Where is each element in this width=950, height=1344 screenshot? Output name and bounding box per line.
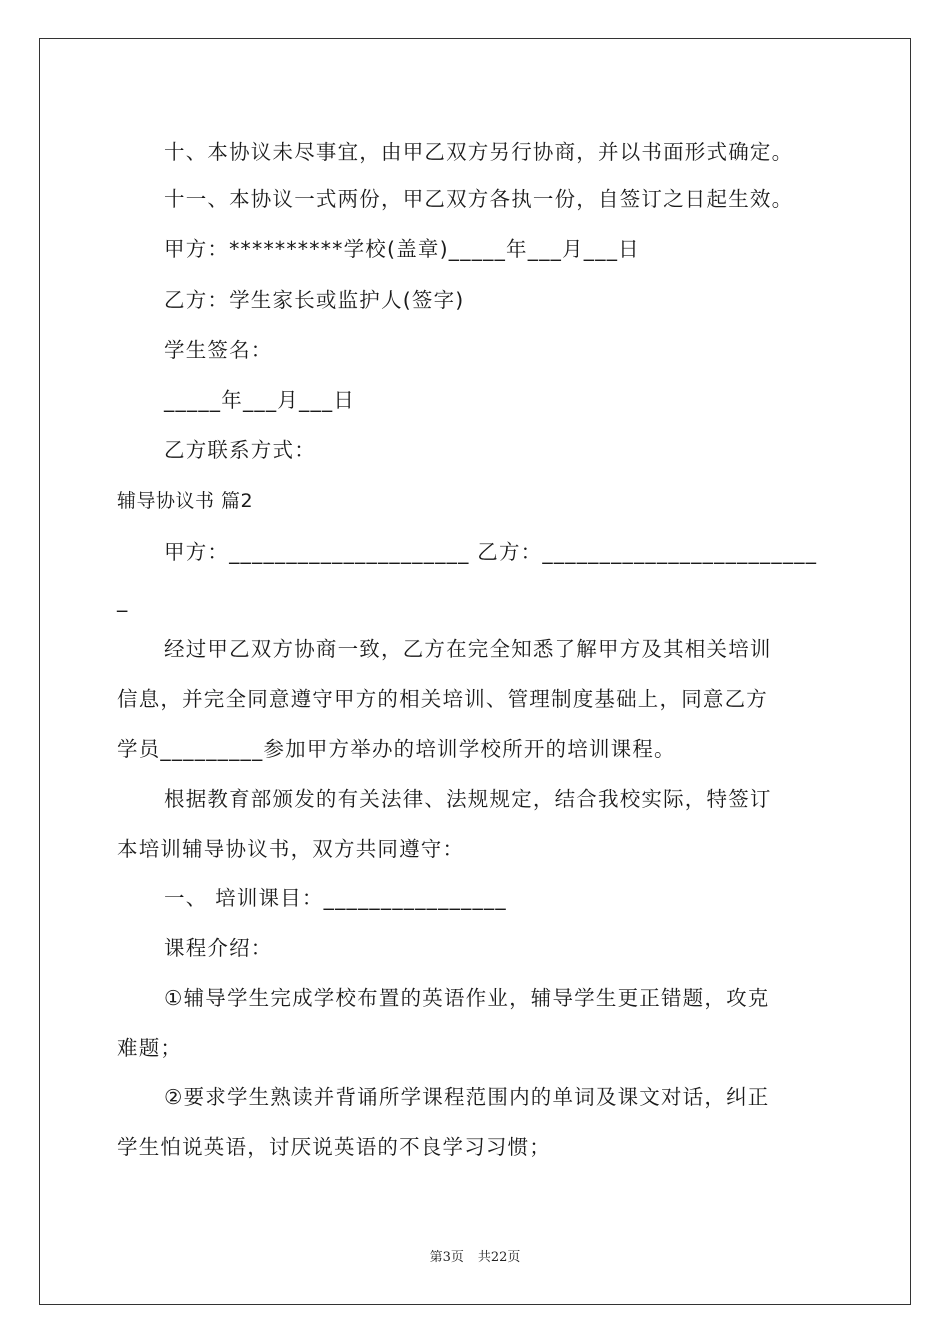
course-intro-label: 课程介绍： bbox=[164, 936, 273, 960]
course-item-2-cont: 学生怕说英语，讨厌说英语的不良学习习惯； bbox=[117, 1135, 551, 1159]
page-footer bbox=[0, 1246, 950, 1265]
party-a-signature-line: 甲方：**********学校(盖章)_____年___月___日 bbox=[164, 237, 640, 261]
party-b-contact-line: 乙方联系方式： bbox=[164, 438, 316, 462]
page-current: 第3页 bbox=[429, 1250, 464, 1265]
paragraph-line: 信息，并完全同意遵守甲方的相关培训、管理制度基础上，同意乙方 bbox=[117, 687, 768, 711]
page-total: 共22页 bbox=[477, 1250, 521, 1265]
clause-ten: 十、本协议未尽事宜，由甲乙双方另行协商，并以书面形式确定。 bbox=[164, 140, 794, 164]
date-line: _____年___月___日 bbox=[164, 388, 356, 412]
paragraph-line: 经过甲乙双方协商一致，乙方在完全知悉了解甲方及其相关培训 bbox=[164, 637, 772, 661]
student-signature-line: 学生签名： bbox=[164, 338, 273, 362]
course-subject-line: 一、 培训课目：________________ bbox=[164, 886, 507, 910]
party-b-signature-line: 乙方：学生家长或监护人(签字) bbox=[164, 288, 465, 312]
clause-eleven: 十一、本协议一式两份，甲乙双方各执一份，自签订之日起生效。 bbox=[164, 187, 794, 211]
parties-line-overflow: _ bbox=[117, 588, 129, 612]
parties-line: 甲方：_____________________ 乙方：________________________ bbox=[164, 540, 818, 564]
section-heading: 辅导协议书 篇2 bbox=[117, 490, 254, 512]
paragraph-line: 根据教育部颁发的有关法律、法规规定，结合我校实际，特签订 bbox=[164, 787, 772, 811]
course-item-1-cont: 难题； bbox=[117, 1036, 183, 1060]
course-item-1: ①辅导学生完成学校布置的英语作业，辅导学生更正错题，攻克 bbox=[164, 986, 770, 1010]
paragraph-line: 本培训辅导协议书，双方共同遵守： bbox=[117, 837, 465, 861]
course-item-2: ②要求学生熟读并背诵所学课程范围内的单词及课文对话，纠正 bbox=[164, 1085, 770, 1109]
page-border bbox=[39, 38, 911, 1305]
paragraph-line: 学员_________参加甲方举办的培训学校所开的培训课程。 bbox=[117, 737, 676, 761]
